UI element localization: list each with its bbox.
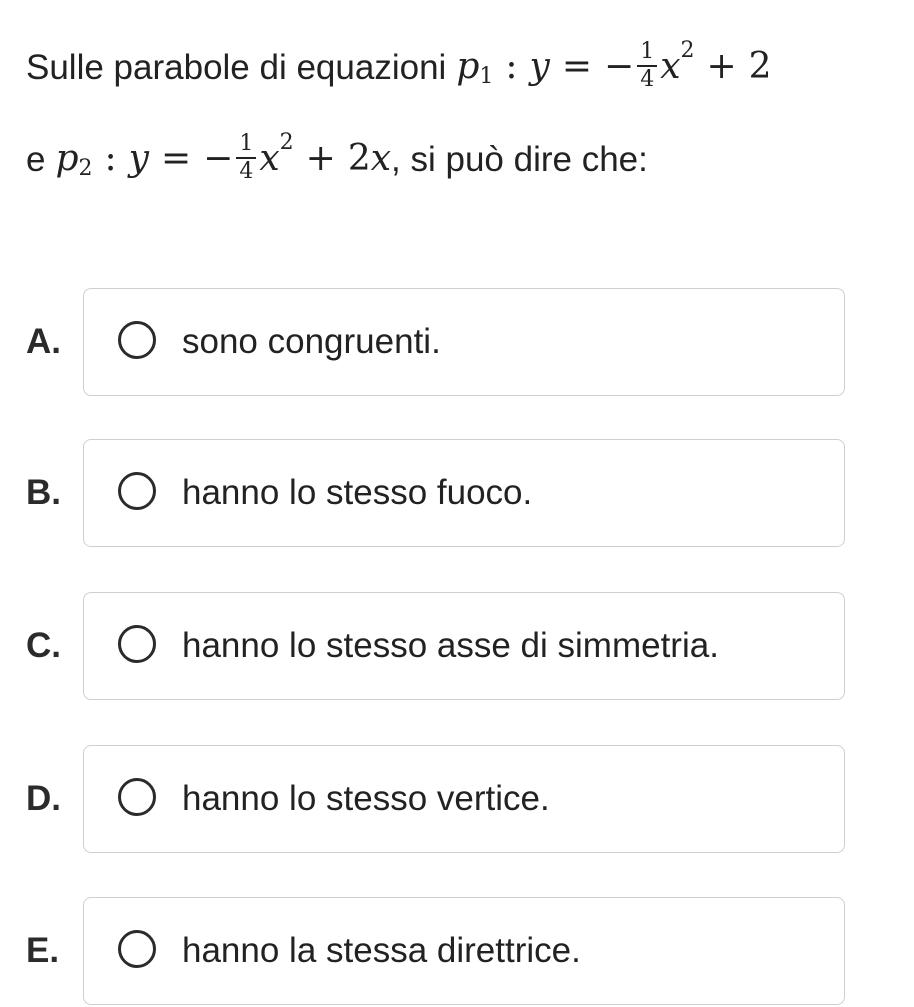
eq2-plus: +: [305, 138, 336, 179]
option-text: hanno la stessa direttrice.: [182, 931, 581, 970]
eq1-fraction: [637, 41, 657, 91]
eq2-lhs: y: [128, 138, 149, 179]
eq1-sign: −: [604, 46, 635, 87]
option-box-e[interactable]: [83, 897, 845, 1005]
eq1-name: p: [456, 46, 480, 87]
radio-icon[interactable]: [118, 778, 156, 816]
radio-icon[interactable]: [118, 321, 156, 359]
option-box-c[interactable]: [83, 592, 845, 700]
question-outro: , si può dire che:: [391, 139, 648, 179]
option-a: [0, 288, 914, 398]
eq2-exp: 2: [279, 130, 294, 155]
eq2-sign: −: [203, 138, 234, 179]
equation-p2: [55, 130, 392, 184]
option-letter: C.: [26, 626, 61, 665]
option-letter: E.: [26, 931, 60, 970]
option-b: [0, 439, 914, 549]
option-d: [0, 745, 914, 855]
eq2-var: x: [259, 138, 280, 179]
eq1-frac-num: 1: [637, 41, 657, 67]
option-letter: B.: [26, 473, 61, 512]
question-conj: e: [26, 139, 46, 179]
option-box-d[interactable]: [83, 745, 845, 853]
question-intro: Sulle parabole di equazioni: [26, 47, 447, 87]
eq1-tail: 2: [748, 46, 772, 87]
eq1-exp: 2: [680, 38, 695, 63]
option-letter: D.: [26, 779, 61, 818]
radio-icon[interactable]: [118, 625, 156, 663]
eq2-colon: :: [104, 138, 117, 179]
option-text: sono congruenti.: [182, 322, 441, 361]
option-box-b[interactable]: [83, 439, 845, 547]
option-c: [0, 592, 914, 702]
question-line-1: [26, 38, 772, 92]
option-e: [0, 897, 914, 1007]
eq1-var: x: [660, 46, 681, 87]
radio-icon[interactable]: [118, 930, 156, 968]
option-text: hanno lo stesso fuoco.: [182, 473, 533, 512]
eq1-equals: =: [561, 46, 593, 87]
eq2-frac-num: 1: [236, 133, 256, 159]
eq1-plus: +: [706, 46, 737, 87]
radio-icon[interactable]: [118, 472, 156, 510]
eq2-tail-coef: 2: [347, 138, 371, 179]
eq1-lhs: y: [529, 46, 550, 87]
eq1-frac-den: 4: [640, 67, 655, 92]
equation-p1: [456, 38, 772, 92]
eq2-index: 2: [78, 156, 93, 181]
option-letter: A.: [26, 322, 61, 361]
option-text: hanno lo stesso asse di simmetria.: [182, 626, 719, 665]
eq1-index: 1: [479, 64, 494, 89]
eq2-fraction: [236, 133, 256, 183]
eq1-colon: :: [505, 46, 518, 87]
question-line-2: [26, 130, 648, 184]
eq2-frac-den: 4: [239, 159, 254, 184]
eq2-name: p: [55, 138, 79, 179]
option-box-a[interactable]: [83, 288, 845, 396]
eq2-equals: =: [161, 138, 192, 179]
option-text: hanno lo stesso vertice.: [182, 779, 550, 818]
eq2-tail-var: x: [370, 138, 392, 179]
